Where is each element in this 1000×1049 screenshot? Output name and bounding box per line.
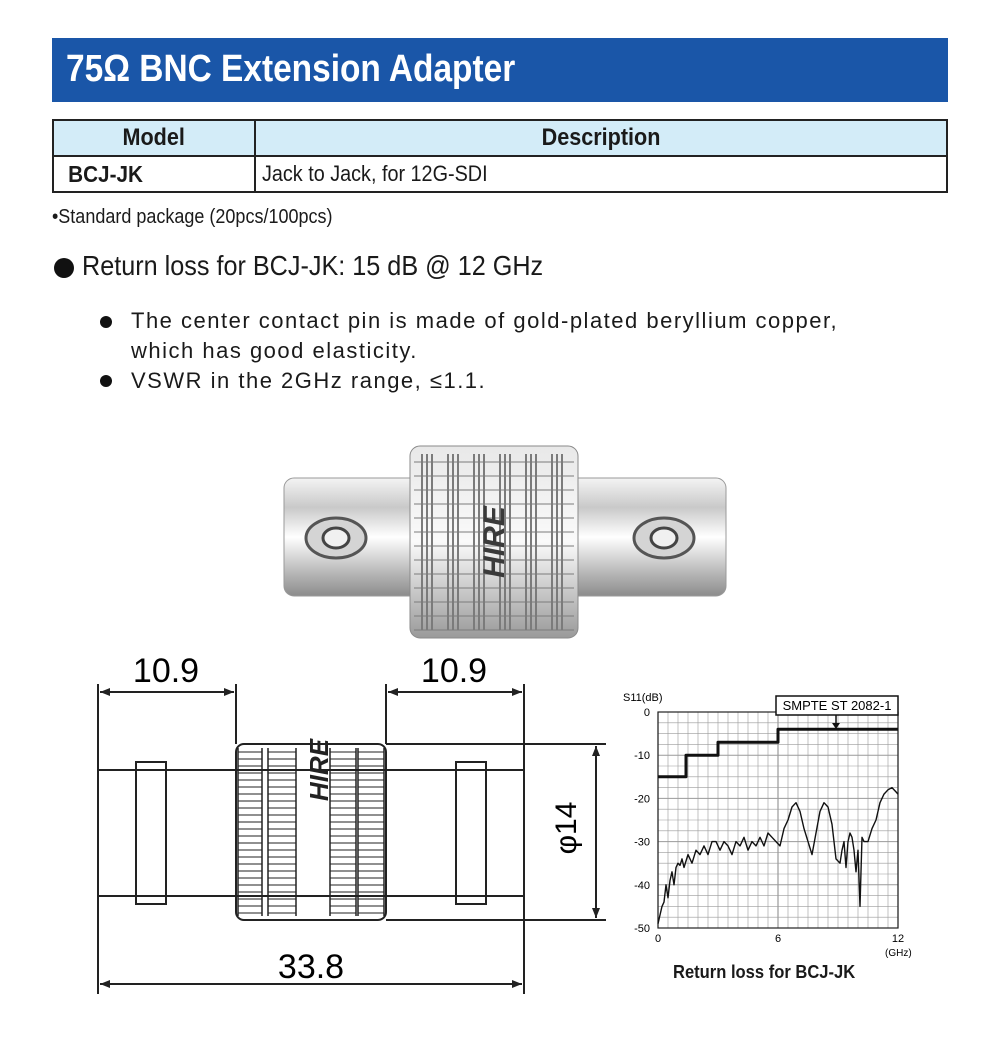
return-loss-heading: Return loss for BCJ-JK: 15 dB @ 12 GHz [82,250,544,281]
x-axis-label: (GHz) [885,948,912,959]
brand-mark: HIRE [304,738,334,802]
description-header: Description [255,120,947,156]
return-loss-chart [610,685,940,960]
feature-line: VSWR in the 2GHz range, ≤1.1. [131,368,487,393]
right-length-label: 10.9 [420,652,488,690]
y-tick-label: -40 [634,879,650,892]
annotation-label: SMPTE ST 2082-1 [782,698,892,713]
chart-caption: Return loss for BCJ-JK [673,962,856,982]
y-tick-label: -30 [634,836,650,849]
feature-item [131,366,486,396]
table-header-row [53,120,947,156]
title-bar [52,38,948,102]
bullet-icon [54,258,74,278]
table-row [53,156,947,192]
chart-grid [658,712,898,928]
y-tick-label: -50 [634,923,650,935]
bullet-icon [100,375,112,387]
left-length-label: 10.9 [132,652,200,690]
page-title: 75Ω BNC Extension Adapter [66,48,516,90]
dimension-drawing [86,648,626,1004]
y-axis-label: S11(dB) [623,692,663,704]
y-tick-label: -20 [634,793,650,806]
y-tick-label: -10 [634,750,650,763]
package-note: •Standard package (20pcs/100pcs) [52,206,333,228]
x-tick-label: 12 [891,933,905,945]
spec-table [52,119,948,193]
model-cell: BCJ-JK [53,156,255,192]
feature-line: which has good elasticity. [131,338,418,363]
feature-line: The center contact pin is made of gold-plated beryllium copper, [131,308,839,333]
model-header: Model [53,120,255,156]
brand-mark: HIRE [478,506,511,578]
x-tick-label: 0 [654,933,662,945]
diameter-label: φ14 [550,801,583,855]
bullet-icon [100,316,112,328]
description-cell: Jack to Jack, for 12G-SDI [255,156,947,192]
x-tick-label: 6 [774,933,782,945]
chart-annotation [776,696,898,729]
feature-item [131,306,838,366]
y-tick-label: 0 [643,707,650,719]
product-photo [270,432,740,652]
total-length-label: 33.8 [277,948,345,986]
